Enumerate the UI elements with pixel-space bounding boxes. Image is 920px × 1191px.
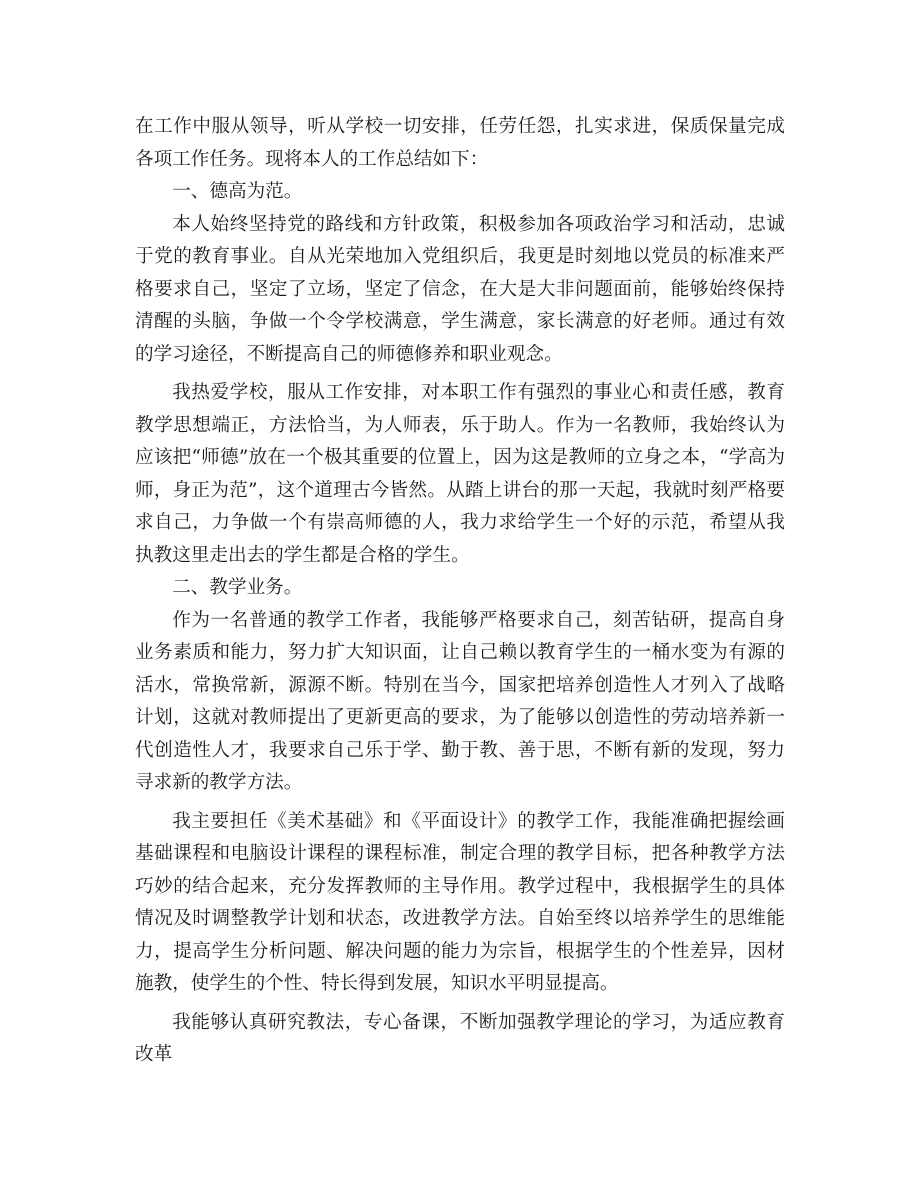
section-heading-1: 一、德高为范。 [172, 181, 303, 202]
body-paragraph: 本人始终坚持党的路线和方针政策，积极参加各项政治学习和活动，忠诚于党的教育事业。自从光荣地加入党组织后，我更是时刻地以党员的标准来严格要求自己，坚定了立场，坚定了信念，在大是大非问题面前，能够始终保持清醒的头脑，争做一个令学校满意，学生满意，家长满意的好老师。通过有效的学习途径，不断提高自己的师德修养和职业观念。 [135, 213, 785, 365]
document-body [135, 111, 785, 1072]
body-paragraph: 作为一名普通的教学工作者，我能够严格要求自己，刻苦钻研，提高自身业务素质和能力，努力扩大知识面，让自己赖以教育学生的一桶水变为有源的活水，常换常新，源源不断。特别在当今，国家把培养创造性人才列入了战略计划，这就对教师提出了更新更高的要求，为了能够以创造性的劳动培养新一代创造性人才，我要求自己乐于学、勤于教、善于思，不断有新的发现，努力寻求新的教学方法。 [135, 609, 785, 793]
intro-paragraph: 在工作中服从领导，听从学校一切安排，任劳任怨，扎实求进，保质保量完成各项工作任务。现将本人的工作总结如下： [135, 116, 785, 170]
body-paragraph: 我热爱学校，服从工作安排，对本职工作有强烈的事业心和责任感，教育教学思想端正，方法恰当，为人师表，乐于助人。作为一名教师，我始终认为应该把“师德”放在一个极其重要的位置上，因为这是教师的立身之本，“学高为师，身正为范”，这个道理古今皆然。从踏上讲台的那一天起，我就时刻严格要求自己，力争做一个有崇高师德的人，我力求给学生一个好的示范，希望从我执教这里走出去的学生都是合格的学生。 [135, 382, 785, 566]
section-heading-2: 二、教学业务。 [172, 577, 303, 598]
body-paragraph-truncated: 我能够认真研究教法，专心备课，不断加强教学理论的学习，为适应教育改革 [135, 1011, 785, 1065]
body-paragraph: 我主要担任《美术基础》和《平面设计》的教学工作，我能准确把握绘画基础课程和电脑设计课程的课程标准，制定合理的教学目标，把各种教学方法巧妙的结合起来，充分发挥教师的主导作用。教学过程中，我根据学生的具体情况及时调整教学计划和状态，改进教学方法。自始至终以培养学生的思维能力，提高学生分析问题、解决问题的能力为宗旨，根据学生的个性差异，因材施教，使学生的个性、特长得到发展，知识水平明显提高。 [135, 810, 785, 994]
